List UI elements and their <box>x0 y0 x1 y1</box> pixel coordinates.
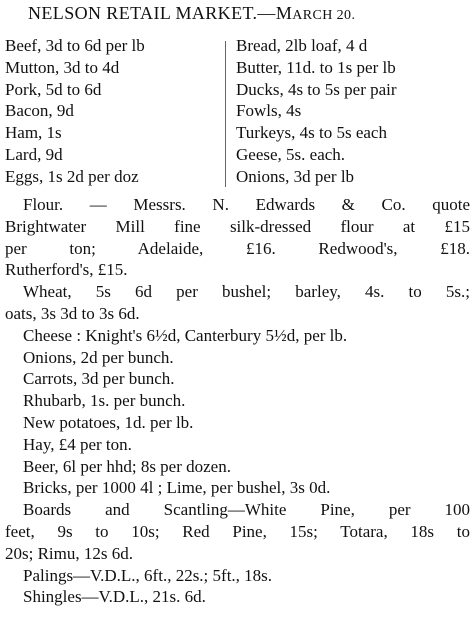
price-item: Pork, 5d to 6d <box>5 79 102 99</box>
body-line: Shingles—V.D.L., 21s. 6d. <box>23 587 206 607</box>
body-line: Beer, 6l per hhd; 8s per dozen. <box>23 456 231 476</box>
price-item: Beef, 3d to 6d per lb <box>5 36 145 55</box>
body-line: oats, 3s 3d to 3s 6d. <box>5 303 140 323</box>
body-line: New potatoes, 1d. per lb. <box>23 412 194 432</box>
price-item: Lard, 9d <box>5 144 63 164</box>
body-line: Cheese : Knight's 6½d, Canterbury 5½d, per lb. <box>23 325 348 345</box>
body-line: feet, 9s to 10s; Red Pine, 15s; Totara, 18s to <box>5 521 470 541</box>
title-date: ARCH 20. <box>292 8 356 23</box>
body-line: per ton; Adelaide, £16. Redwood's, £18. <box>5 238 470 258</box>
price-item: Turkeys, 4s to 5s each <box>236 123 387 143</box>
body-line: Rutherford's, £15. <box>5 260 128 280</box>
body-line: Flour. — Messrs. N. Edwards & Co. quote <box>23 195 470 214</box>
price-item: Ducks, 4s to 5s per pair <box>236 79 397 99</box>
body-line: Bricks, per 1000 4l ; Lime, per bushel, 3s 0d. <box>23 478 331 498</box>
title-main: NELSON RETAIL MARKET.—M <box>28 3 293 23</box>
price-item: Butter, 11d. to 1s per lb <box>236 57 396 77</box>
article-body <box>5 194 470 608</box>
price-item: Bread, 2lb loaf, 4 d <box>236 36 368 55</box>
article-title <box>28 0 355 26</box>
body-line: Hay, £4 per ton. <box>23 434 132 454</box>
price-item: Ham, 1s <box>5 123 62 143</box>
price-item: Bacon, 9d <box>5 101 74 121</box>
body-line: Rhubarb, 1s. per bunch. <box>23 391 186 411</box>
column-divider <box>225 41 226 187</box>
body-line: Boards and Scantling—White Pine, per 100 <box>23 500 470 520</box>
body-line: Onions, 2d per bunch. <box>23 347 174 367</box>
price-item: Mutton, 3d to 4d <box>5 57 120 77</box>
price-item: Geese, 5s. each. <box>236 144 346 164</box>
price-list-left <box>5 35 219 188</box>
body-line: Carrots, 3d per bunch. <box>23 369 175 389</box>
price-item: Eggs, 1s 2d per doz <box>5 166 139 186</box>
body-line: Wheat, 5s 6d per bushel; barley, 4s. to 5s.; <box>23 282 470 302</box>
price-item: Fowls, 4s <box>236 101 302 121</box>
body-line: Palings—V.D.L., 6ft., 22s.; 5ft., 18s. <box>23 565 273 585</box>
price-item: Onions, 3d per lb <box>236 166 355 186</box>
body-line: 20s; Rimu, 12s 6d. <box>5 543 133 563</box>
body-line: Brightwater Mill fine silk-dressed flour at £15 <box>5 216 470 236</box>
price-list-right <box>236 35 466 188</box>
